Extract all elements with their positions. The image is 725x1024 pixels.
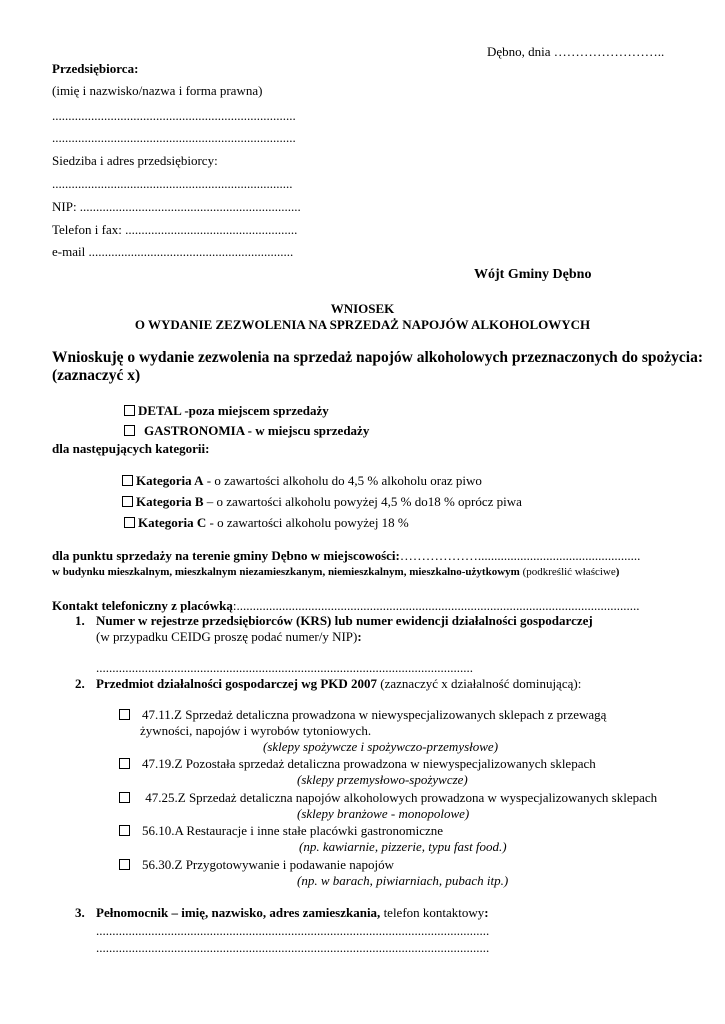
sale-type-gastronomy-label: GASTRONOMIA - w miejscu sprzedaży <box>144 423 370 438</box>
pkd-option-1-note: (sklepy spożywcze i spożywczo-przemysłowe) <box>263 739 499 754</box>
pkd-label: Przedmiot działalności gospodarczej wg PKD 2007 <box>96 676 378 691</box>
representative-line-1[interactable]: ......................................................................................................................... <box>96 923 490 938</box>
item-number-2: 2. <box>75 676 85 691</box>
building-types: w budynku mieszkalnym, mieszkalnym niezamieszkanym, niemieszkalnym, mieszkalno-użytkowym <box>52 566 520 578</box>
representative-label: Pełnomocnik – imię, nazwisko, adres zamieszkania, <box>96 905 381 920</box>
checkbox-icon[interactable] <box>124 405 135 416</box>
representative-line-2[interactable]: ......................................................................................................................... <box>96 940 490 955</box>
building-line <box>52 567 619 578</box>
heading-line-1: WNIOSEK <box>330 301 395 316</box>
checkbox-icon[interactable] <box>119 792 130 803</box>
applicant-subtitle: (imię i nazwisko/nazwa i forma prawna) <box>52 83 263 98</box>
categories-label: dla następujących kategorii: <box>52 441 210 456</box>
building-end: ) <box>615 566 620 578</box>
pkd-option-2-note: (sklepy przemysłowo-spożywcze) <box>297 772 468 787</box>
representative-colon: : <box>484 905 489 920</box>
category-b-name: Kategoria B <box>136 494 204 509</box>
krs-dots[interactable]: .................................................................................................................... <box>96 660 473 675</box>
krs-note-line <box>96 630 362 643</box>
pkd-option-4[interactable] <box>119 824 443 837</box>
category-c-name: Kategoria C <box>138 515 207 530</box>
pkd-option-5-text: 56.30.Z Przygotowywanie i podawanie napojów <box>142 857 395 872</box>
representative-heading <box>96 906 489 919</box>
contact-line[interactable] <box>52 599 640 612</box>
recipient: Wójt Gminy Dębno <box>474 267 592 282</box>
pkd-option-4-note: (np. kawiarnie, pizzerie, typu fast food.) <box>299 839 507 854</box>
date-line: Dębno, dnia …………………….. <box>487 44 665 59</box>
location-dots: ……………….................................................. <box>399 548 641 563</box>
item-number-3: 3. <box>75 905 85 920</box>
pkd-option-1-text: 47.11.Z Sprzedaż detaliczna prowadzona w niewyspecjalizowanych sklepach z przewagą <box>142 707 607 722</box>
checkbox-icon[interactable] <box>119 758 130 769</box>
category-a-name: Kategoria A <box>136 473 204 488</box>
checkbox-icon[interactable] <box>124 425 135 436</box>
pkd-option-5-note: (np. w barach, piwiarniach, pubach itp.) <box>297 873 509 888</box>
seat-line[interactable]: .......................................................................... <box>52 176 293 191</box>
applicant-name-line-1[interactable]: ........................................................................... <box>52 108 296 123</box>
sale-type-retail[interactable] <box>124 404 329 417</box>
category-c[interactable] <box>124 516 409 529</box>
category-b-desc: – o zawartości alkoholu powyżej 4,5 % do18 % oprócz piwa <box>203 494 522 509</box>
pkd-option-2[interactable] <box>119 757 596 770</box>
heading-line-2: O WYDANIE ZEZWOLENIA NA SPRZEDAŻ NAPOJÓW ALKOHOLOWYCH <box>134 317 591 332</box>
checkbox-icon[interactable] <box>122 475 133 486</box>
category-a[interactable] <box>122 474 482 487</box>
category-b[interactable] <box>122 495 522 508</box>
seat-label: Siedziba i adres przedsiębiorcy: <box>52 153 218 168</box>
pkd-heading <box>96 677 581 690</box>
representative-note: telefon kontaktowy <box>380 905 485 920</box>
request-line-2: (zaznaczyć x) <box>52 367 141 384</box>
item-number-1: 1. <box>75 613 85 628</box>
contact-label: Kontakt telefoniczny z placówką <box>52 598 233 613</box>
krs-note: (w przypadku CEIDG proszę podać numer/y NIP) <box>96 629 358 644</box>
location-label: dla punktu sprzedaży na terenie gminy Dębno w miejscowości: <box>52 548 400 563</box>
location-line[interactable] <box>52 549 640 562</box>
applicant-name-line-2[interactable]: ........................................................................... <box>52 130 296 145</box>
pkd-option-5[interactable] <box>119 858 394 871</box>
checkbox-icon[interactable] <box>119 825 130 836</box>
sale-type-gastronomy[interactable] <box>124 424 369 437</box>
pkd-option-3-text: 47.25.Z Sprzedaż detaliczna napojów alkoholowych prowadzona w wyspecjalizowanych sklepach <box>142 790 658 805</box>
pkd-option-1[interactable] <box>119 708 606 721</box>
building-note: (podkreślić właściwe <box>519 566 616 578</box>
email-field[interactable]: e-mail ............................................................... <box>52 244 294 259</box>
pkd-option-3[interactable] <box>119 791 657 804</box>
pkd-option-3-note: (sklepy branżowe - monopolowe) <box>297 806 470 821</box>
applicant-title: Przedsiębiorca: <box>52 61 139 76</box>
checkbox-icon[interactable] <box>122 496 133 507</box>
checkbox-icon[interactable] <box>119 859 130 870</box>
phone-field[interactable]: Telefon i fax: ..................................................... <box>52 222 298 237</box>
pkd-note: (zaznaczyć x działalność dominującą): <box>377 676 582 691</box>
pkd-option-1-text2: żywności, napojów i wyrobów tytoniowych. <box>140 723 372 738</box>
checkbox-icon[interactable] <box>124 517 135 528</box>
krs-colon: : <box>357 629 362 644</box>
pkd-option-4-text: 56.10.A Restauracje i inne stałe placówki gastronomiczne <box>142 823 444 838</box>
krs-label: Numer w rejestrze przedsiębiorców (KRS) lub numer ewidencji działalności gospodarczej <box>96 613 593 628</box>
request-line-1: Wnioskuję o wydanie zezwolenia na sprzedaż napojów alkoholowych przeznaczonych do spożycia: <box>52 349 703 366</box>
checkbox-icon[interactable] <box>119 709 130 720</box>
pkd-option-2-text: 47.19.Z Pozostała sprzedaż detaliczna prowadzona w niewyspecjalizowanych sklepach <box>142 756 596 771</box>
category-a-desc: - o zawartości alkoholu do 4,5 % alkoholu oraz piwo <box>203 473 482 488</box>
nip-field[interactable]: NIP: .................................................................... <box>52 199 301 214</box>
sale-type-retail-label: DETAL -poza miejscem sprzedaży <box>138 403 329 418</box>
contact-dots: :............................................................................................................................ <box>232 598 640 613</box>
category-c-desc: - o zawartości alkoholu powyżej 18 % <box>206 515 409 530</box>
